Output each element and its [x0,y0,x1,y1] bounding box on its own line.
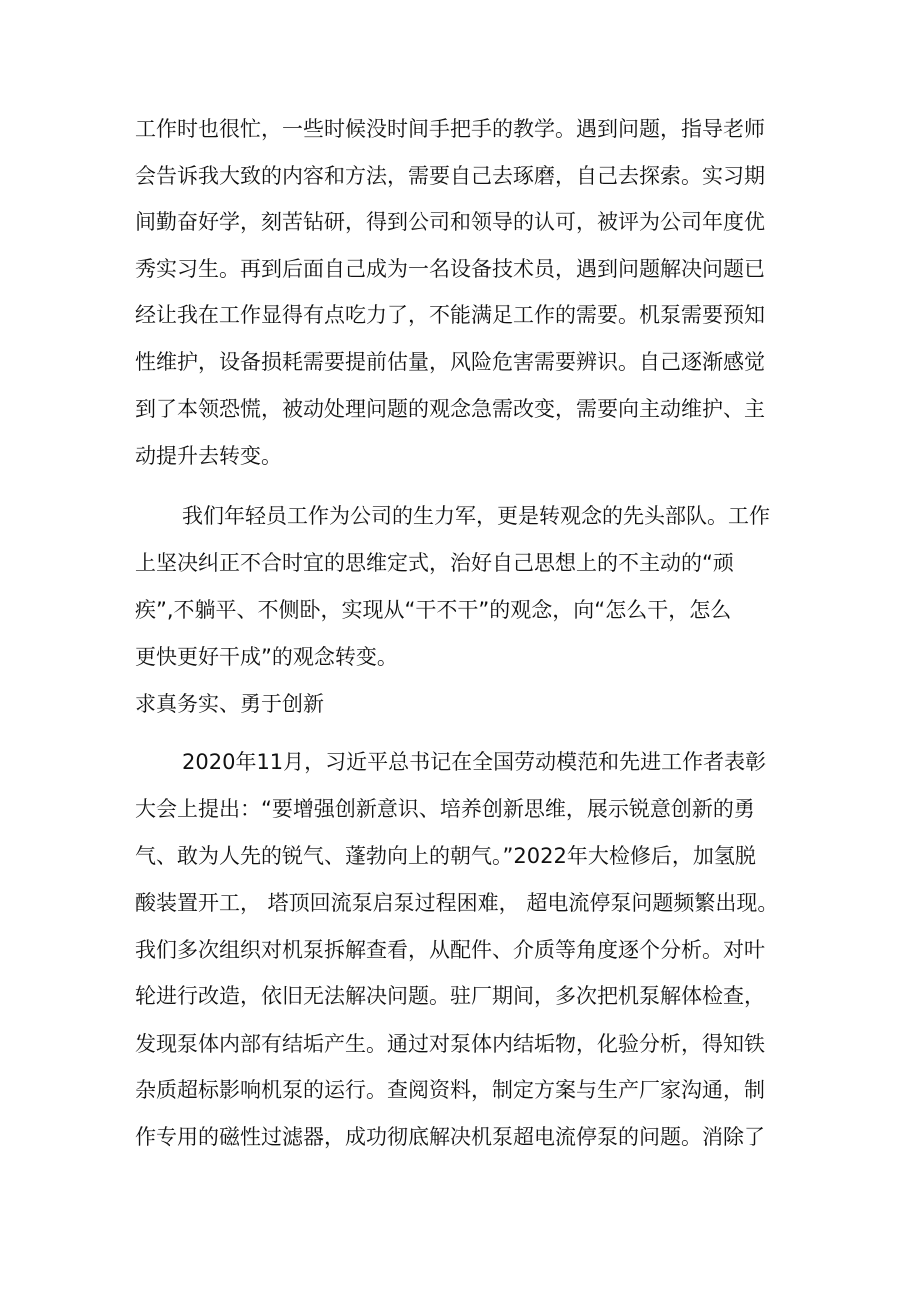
paragraph-line: 会告诉我大致的内容和方法，需要自己去琢磨，自己去探索。实习期 [135,164,765,188]
paragraph-line: 杂质超标影响机泵的运行。查阅资料，制定方案与生产厂家沟通，制 [135,1078,765,1102]
paragraph-line: 间勤奋好学，刻苦钻研，得到公司和领导的认可，被评为公司年度优 [135,210,765,234]
paragraph-line: 作专用的磁性过滤器，成功彻底解决机泵超电流停泵的问题。消除了 [135,1125,765,1149]
paragraph-line: 气、敢为人先的锐气、蓬勃向上的朝气。”2022年大检修后，加氢脱 [135,844,756,868]
paragraph-line: 秀实习生。再到后面自己成为一名设备技术员，遇到问题解决问题已 [135,257,765,281]
paragraph-line: 大会上提出：“要增强创新意识、培养创新思维，展示锐意创新的勇 [135,797,755,821]
paragraph-line: 上坚决纠正不合时宜的思维定式，治好自己思想上的不主动的“顽 [135,551,734,575]
paragraph-line: 我们多次组织对机泵拆解查看，从配件、介质等角度逐个分析。对叶 [135,938,765,962]
paragraph-line: 工作时也很忙，一些时候没时间手把手的教学。遇到问题，指导老师 [135,117,765,141]
paragraph-line: 我们年轻员工作为公司的生力军，更是转观念的先头部队。工作 [182,504,770,528]
paragraph-line: 经让我在工作显得有点吃力了，不能满足工作的需要。机泵需要预知 [135,303,765,327]
section-heading: 求真务实、勇于创新 [135,692,324,716]
paragraph-line: 性维护，设备损耗需要提前估量，风险危害需要辨识。自己逐渐感觉 [135,350,765,374]
paragraph-line: 酸装置开工， 塔顶回流泵启泵过程困难， 超电流停泵问题频繁出现。 [135,891,779,915]
paragraph-line: 更快更好干成”的观念转变。 [135,645,398,669]
paragraph-line: 到了本领恐慌，被动处理问题的观念急需改变，需要向主动维护、主 [135,397,765,421]
paragraph-line: 动提升去转变。 [135,444,282,468]
paragraph-line: 2020年11月，习近平总书记在全国劳动模范和先进工作者表彰 [182,750,767,774]
paragraph-line: 轮进行改造，依旧无法解决问题。驻厂期间，多次把机泵解体检查， [135,984,765,1008]
paragraph-line: 疾”,不躺平、不侧卧，实现从“干不干”的观念，向“怎么干，怎么 [135,598,732,622]
paragraph-line: 发现泵体内部有结垢产生。通过对泵体内结垢物，化验分析，得知铁 [135,1032,765,1056]
